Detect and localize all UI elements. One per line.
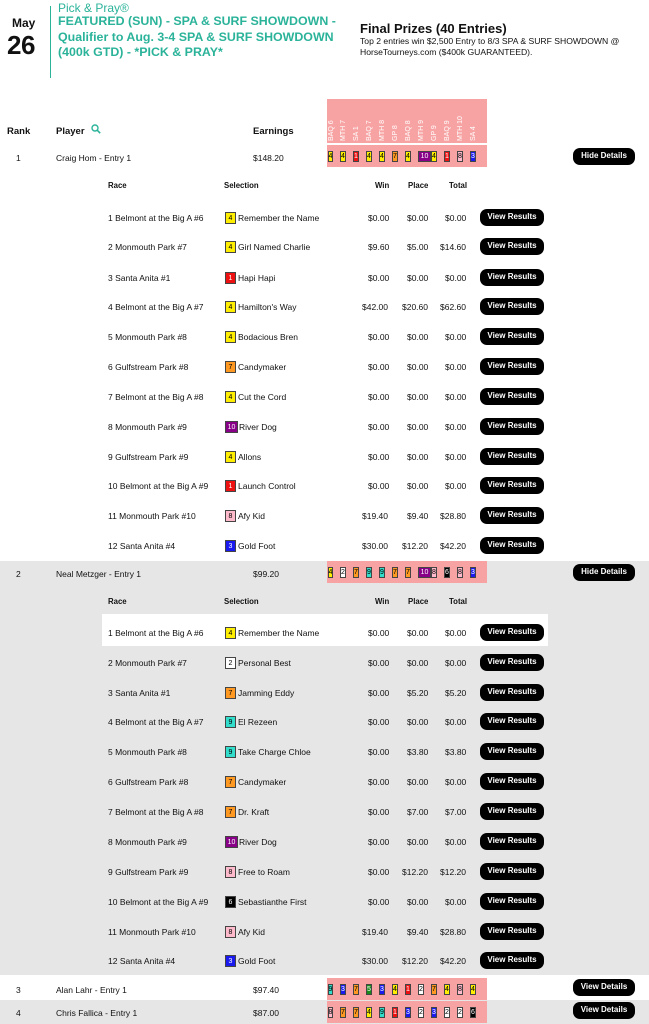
detail-place: $0.00: [407, 897, 429, 907]
rank-cell: 4: [16, 1008, 21, 1018]
detail-horse: Candymaker: [238, 362, 287, 372]
detail-total: $0.00: [445, 392, 467, 402]
detail-race: 8 Monmouth Park #9: [108, 422, 187, 432]
track-label-text: MTH 10: [457, 116, 464, 141]
detail-place: $5.00: [407, 242, 429, 252]
selection-badge: 8: [225, 510, 236, 522]
detail-total: $3.80: [445, 747, 467, 757]
detail-race: 11 Monmouth Park #10: [108, 927, 196, 937]
detail-horse: Hamilton's Way: [238, 302, 297, 312]
selection-badge: 7: [225, 361, 236, 373]
detail-race: 10 Belmont at the Big A #9: [108, 481, 209, 491]
track-label-text: GP 8: [392, 125, 399, 141]
detail-win: $19.40: [362, 511, 388, 521]
pick-badge: 4: [328, 569, 333, 576]
track-label: [379, 101, 387, 141]
view-results-button[interactable]: View Results: [480, 328, 544, 345]
view-results-button[interactable]: View Results: [480, 952, 544, 969]
pick-badge: 8: [458, 569, 462, 576]
track-column-header: [327, 99, 487, 143]
detail-place: $9.40: [407, 511, 429, 521]
selection-badge: 7: [225, 776, 236, 788]
detail-race: 9 Gulfstream Park #9: [108, 452, 189, 462]
detail-total: $7.00: [445, 807, 467, 817]
detail-total: $0.00: [445, 481, 467, 491]
detail-total: $0.00: [445, 422, 467, 432]
detail-race: 6 Gulfstream Park #8: [108, 362, 189, 372]
track-label: [405, 101, 413, 141]
selection-header: Selection: [224, 181, 259, 190]
pick-badge: 7: [432, 986, 436, 993]
detail-place: $12.20: [402, 956, 428, 966]
pick-badge: 4: [380, 153, 384, 160]
place-header: Place: [408, 181, 429, 190]
track-label: [457, 101, 465, 141]
details-toggle-button[interactable]: Hide Details: [573, 564, 635, 581]
detail-total: $42.20: [440, 956, 466, 966]
pick-badge: 2: [445, 1009, 449, 1016]
detail-horse: Remember the Name: [238, 213, 320, 223]
view-results-button[interactable]: View Results: [480, 507, 544, 524]
detail-win: $9.60: [368, 242, 390, 252]
pick-badge: 1: [354, 153, 358, 160]
pick-badge: 8: [432, 569, 436, 576]
view-results-button[interactable]: View Results: [480, 537, 544, 554]
pick-badge: 7: [393, 569, 397, 576]
detail-race: 4 Belmont at the Big A #7: [108, 717, 204, 727]
detail-win: $0.00: [368, 332, 390, 342]
detail-horse: Allons: [238, 452, 262, 462]
detail-race: 9 Gulfstream Park #9: [108, 867, 189, 877]
view-results-button[interactable]: View Results: [480, 477, 544, 494]
detail-win: $0.00: [368, 452, 390, 462]
search-icon[interactable]: [91, 124, 101, 134]
player-name: Chris Fallica - Entry 1: [56, 1008, 138, 1018]
pick-badge: 7: [406, 569, 410, 576]
detail-horse: Afy Kid: [238, 511, 265, 521]
detail-race: 5 Monmouth Park #8: [108, 747, 187, 757]
view-results-button[interactable]: View Results: [480, 358, 544, 375]
detail-win: $19.40: [362, 927, 388, 937]
detail-win: $30.00: [362, 956, 388, 966]
detail-win: $0.00: [368, 422, 390, 432]
detail-win: $0.00: [368, 867, 390, 877]
detail-total: $0.00: [445, 837, 467, 847]
pick-badge: 3: [471, 569, 475, 576]
detail-horse: Jamming Eddy: [238, 688, 295, 698]
prizes-description: Top 2 entries win $2,500 Entry to 8/3 SPA & SURF SHOWDOWN @ HorseTourneys.com ($400k GUARANTEED).: [360, 36, 620, 57]
view-results-button[interactable]: View Results: [480, 863, 544, 880]
track-label-text: BAQ 9: [444, 120, 451, 141]
selection-badge: 4: [225, 451, 236, 463]
detail-horse: Launch Control: [238, 481, 296, 491]
rank-cell: 1: [16, 153, 21, 163]
detail-win: $0.00: [368, 837, 390, 847]
pick-badge: 9: [380, 1009, 384, 1016]
date-month: May: [12, 16, 36, 30]
pick-badge: 7: [393, 153, 397, 160]
detail-race: 4 Belmont at the Big A #7: [108, 302, 204, 312]
detail-win: $0.00: [368, 747, 390, 757]
selection-badge: 4: [225, 391, 236, 403]
detail-horse: El Rezeen: [238, 717, 278, 727]
pick-badge: 8: [458, 153, 462, 160]
detail-place: $20.60: [402, 302, 428, 312]
detail-race: 2 Monmouth Park #7: [108, 242, 187, 252]
player-name: Craig Hom - Entry 1: [56, 153, 132, 163]
view-results-button[interactable]: View Results: [480, 269, 544, 286]
detail-place: $0.00: [407, 422, 429, 432]
pick-badge: 3: [341, 986, 345, 993]
detail-race: 3 Santa Anita #1: [108, 273, 171, 283]
pick-badge: 3: [406, 1009, 410, 1016]
view-results-button[interactable]: View Results: [480, 624, 544, 641]
detail-place: $7.00: [407, 807, 429, 817]
pick-badge: 4: [367, 153, 371, 160]
selection-badge: 4: [225, 301, 236, 313]
detail-horse: Take Charge Chloe: [238, 747, 311, 757]
detail-place: $0.00: [407, 452, 429, 462]
detail-race: 6 Gulfstream Park #8: [108, 777, 189, 787]
detail-place: $0.00: [407, 658, 429, 668]
detail-win: $0.00: [368, 628, 390, 638]
pick-badge: 1: [406, 986, 410, 993]
detail-horse: Candymaker: [238, 777, 287, 787]
pick-badge: 3: [380, 986, 384, 993]
detail-total: $0.00: [445, 717, 467, 727]
player-header: Player: [56, 126, 85, 137]
pick-badge: 4: [432, 153, 436, 160]
detail-win: $0.00: [368, 777, 390, 787]
detail-place: $0.00: [407, 628, 429, 638]
detail-total: $0.00: [445, 273, 467, 283]
detail-horse: Hapi Hapi: [238, 273, 276, 283]
pick-badge: 4: [367, 1009, 371, 1016]
earnings-cell: $87.00: [253, 1008, 279, 1018]
detail-win: $0.00: [368, 658, 390, 668]
total-header: Total: [449, 597, 468, 606]
track-label-text: MTH 9: [418, 120, 425, 141]
pick-badge: 10: [418, 151, 431, 162]
detail-win: $30.00: [362, 541, 388, 551]
header-divider: [50, 6, 51, 78]
track-label: [366, 101, 374, 141]
selection-badge: 2: [225, 657, 236, 669]
detail-place: $12.20: [402, 867, 428, 877]
pick-badge: 4: [406, 153, 410, 160]
track-label-text: BAQ 7: [366, 120, 373, 141]
detail-win: $42.00: [362, 302, 388, 312]
detail-win: $0.00: [368, 392, 390, 402]
detail-race: 3 Santa Anita #1: [108, 688, 171, 698]
view-results-button[interactable]: View Results: [480, 743, 544, 760]
track-label-text: SA 1: [353, 126, 360, 141]
pick-badge: 1: [445, 153, 449, 160]
view-results-button[interactable]: View Results: [480, 713, 544, 730]
detail-place: $12.20: [402, 541, 428, 551]
detail-win: $0.00: [368, 273, 390, 283]
race-header: Race: [108, 181, 127, 190]
pick-badge: 9: [380, 569, 384, 576]
track-label: [444, 101, 452, 141]
track-label-text: BAQ 6: [327, 120, 335, 141]
detail-total: $0.00: [445, 213, 467, 223]
track-label: [392, 101, 400, 141]
track-label-text: MTH 8: [379, 120, 386, 141]
detail-horse: Remember the Name: [238, 628, 320, 638]
detail-total: $42.20: [440, 541, 466, 551]
detail-win: $0.00: [368, 213, 390, 223]
detail-race: 1 Belmont at the Big A #6: [108, 213, 204, 223]
view-results-button[interactable]: View Results: [480, 388, 544, 405]
detail-place: $0.00: [407, 392, 429, 402]
pick-badge: 10: [418, 567, 431, 578]
selection-badge: 10: [225, 421, 238, 433]
pick-badge: 3: [471, 153, 475, 160]
track-label: [328, 101, 336, 141]
selection-badge: 8: [225, 926, 236, 938]
pick-badge: 4: [471, 986, 475, 993]
pick-badge: 4: [445, 986, 449, 993]
selection-badge: 10: [225, 836, 238, 848]
detail-race: 12 Santa Anita #4: [108, 541, 176, 551]
detail-horse: Bodacious Bren: [238, 332, 299, 342]
selection-badge: 7: [225, 806, 236, 818]
view-results-button[interactable]: View Results: [480, 893, 544, 910]
pick-badge: 3: [432, 1009, 436, 1016]
pick-badge: 2: [419, 986, 423, 993]
detail-horse: Free to Roam: [238, 867, 290, 877]
detail-race: 12 Santa Anita #4: [108, 956, 176, 966]
pick-badge: 8: [328, 1009, 333, 1016]
pick-badge: 6: [445, 569, 449, 576]
total-header: Total: [449, 181, 468, 190]
selection-badge: 4: [225, 627, 236, 639]
detail-total: $28.80: [440, 927, 466, 937]
track-label: [418, 101, 426, 141]
view-results-button[interactable]: View Results: [480, 923, 544, 940]
details-toggle-button[interactable]: Hide Details: [573, 148, 635, 165]
detail-total: $0.00: [445, 897, 467, 907]
track-label: [431, 101, 439, 141]
pick-badge: 5: [367, 986, 371, 993]
earnings-cell: $99.20: [253, 569, 279, 579]
detail-win: $0.00: [368, 717, 390, 727]
detail-horse: Sebastianthe First: [238, 897, 307, 907]
detail-total: $0.00: [445, 362, 467, 372]
selection-badge: 4: [225, 212, 236, 224]
race-header: Race: [108, 597, 127, 606]
pick-badge: 8: [458, 986, 462, 993]
view-results-button[interactable]: View Results: [480, 448, 544, 465]
detail-horse: Gold Foot: [238, 956, 276, 966]
pick-badge: 2: [341, 569, 345, 576]
detail-total: $0.00: [445, 777, 467, 787]
detail-horse: River Dog: [239, 422, 277, 432]
place-header: Place: [408, 597, 429, 606]
view-results-button[interactable]: View Results: [480, 684, 544, 701]
detail-horse: Gold Foot: [238, 541, 276, 551]
detail-total: $0.00: [445, 452, 467, 462]
earnings-header: Earnings: [253, 126, 294, 137]
detail-race: 8 Monmouth Park #9: [108, 837, 187, 847]
detail-total: $0.00: [445, 628, 467, 638]
detail-race: 1 Belmont at the Big A #6: [108, 628, 204, 638]
detail-horse: River Dog: [239, 837, 277, 847]
earnings-cell: $97.40: [253, 985, 279, 995]
view-results-button[interactable]: View Results: [480, 209, 544, 226]
selection-badge: 3: [225, 540, 236, 552]
detail-place: $0.00: [407, 213, 429, 223]
selection-badge: 1: [225, 480, 236, 492]
detail-horse: Girl Named Charlie: [238, 242, 311, 252]
detail-total: $14.60: [440, 242, 466, 252]
player-name: Alan Lahr - Entry 1: [56, 985, 127, 995]
detail-place: $0.00: [407, 362, 429, 372]
detail-place: $0.00: [407, 717, 429, 727]
earnings-cell: $148.20: [253, 153, 284, 163]
track-label-text: BAQ 8: [405, 120, 412, 141]
details-toggle-button[interactable]: View Details: [573, 979, 635, 996]
track-label: [470, 101, 478, 141]
pick-badge: 9: [328, 986, 333, 993]
pick-badge: 4: [328, 153, 333, 160]
detail-place: $5.20: [407, 688, 429, 698]
track-label: [353, 101, 361, 141]
detail-place: $0.00: [407, 273, 429, 283]
view-results-button[interactable]: View Results: [480, 803, 544, 820]
selection-header: Selection: [224, 597, 259, 606]
pick-badge: 4: [393, 986, 397, 993]
detail-place: $3.80: [407, 747, 429, 757]
pick-badge: 2: [419, 1009, 423, 1016]
track-label: [340, 101, 348, 141]
date-day: 26: [7, 30, 35, 60]
detail-total: $12.20: [440, 867, 466, 877]
detail-race: 10 Belmont at the Big A #9: [108, 897, 209, 907]
win-header: Win: [375, 597, 390, 606]
view-results-button[interactable]: View Results: [480, 833, 544, 850]
pick-badge: 2: [458, 1009, 462, 1016]
detail-total: $28.80: [440, 511, 466, 521]
detail-win: $0.00: [368, 688, 390, 698]
detail-total: $5.20: [445, 688, 467, 698]
detail-place: $0.00: [407, 332, 429, 342]
selection-badge: 6: [225, 896, 236, 908]
detail-win: $0.00: [368, 362, 390, 372]
detail-race: 2 Monmouth Park #7: [108, 658, 187, 668]
detail-race: 7 Belmont at the Big A #8: [108, 807, 204, 817]
win-header: Win: [375, 181, 390, 190]
selection-badge: 1: [225, 272, 236, 284]
player-name: Neal Metzger - Entry 1: [56, 569, 142, 579]
track-label-text: SA 4: [470, 126, 477, 141]
detail-total: $0.00: [445, 658, 467, 668]
pick-badge: 7: [354, 986, 358, 993]
selection-badge: 4: [225, 331, 236, 343]
pick-badge: 4: [341, 153, 345, 160]
detail-total: $62.60: [440, 302, 466, 312]
view-results-button[interactable]: View Results: [480, 238, 544, 255]
detail-horse: Dr. Kraft: [238, 807, 270, 817]
track-label-text: MTH 7: [340, 120, 347, 141]
selection-badge: 8: [225, 866, 236, 878]
view-results-button[interactable]: View Results: [480, 773, 544, 790]
rank-header: Rank: [7, 126, 31, 137]
prizes-title: Final Prizes (40 Entries): [360, 21, 507, 36]
detail-win: $0.00: [368, 807, 390, 817]
detail-place: $9.40: [407, 927, 429, 937]
detail-win: $0.00: [368, 897, 390, 907]
detail-win: $0.00: [368, 481, 390, 491]
pick-badge: 7: [354, 1009, 358, 1016]
pick-badge: 6: [471, 1009, 475, 1016]
view-results-button[interactable]: View Results: [480, 418, 544, 435]
detail-race: 11 Monmouth Park #10: [108, 511, 196, 521]
selection-badge: 9: [225, 746, 236, 758]
pick-badge: 7: [341, 1009, 345, 1016]
detail-total: $0.00: [445, 332, 467, 342]
selection-badge: 7: [225, 687, 236, 699]
selection-badge: 9: [225, 716, 236, 728]
detail-place: $0.00: [407, 777, 429, 787]
pick-badge: 7: [354, 569, 358, 576]
pick-badge: 1: [393, 1009, 397, 1016]
view-results-button[interactable]: View Results: [480, 298, 544, 315]
detail-place: $0.00: [407, 837, 429, 847]
track-label-text: GP 9: [431, 125, 438, 141]
tournament-title: FEATURED (SUN) - SPA & SURF SHOWDOWN - Qualifier to Aug. 3-4 SPA & SURF SHOWDOWN (400k GTD) - *PICK & PRAY*: [58, 14, 336, 60]
details-toggle-button[interactable]: View Details: [573, 1002, 635, 1019]
pick-badge: 9: [367, 569, 371, 576]
game-type-label: Pick & Pray®: [58, 1, 129, 15]
detail-race: 5 Monmouth Park #8: [108, 332, 187, 342]
rank-cell: 3: [16, 985, 21, 995]
detail-horse: Afy Kid: [238, 927, 265, 937]
selection-badge: 4: [225, 241, 236, 253]
detail-horse: Personal Best: [238, 658, 291, 668]
selection-badge: 3: [225, 955, 236, 967]
rank-cell: 2: [16, 569, 21, 579]
tournament-header: [0, 0, 649, 90]
detail-race: 7 Belmont at the Big A #8: [108, 392, 204, 402]
detail-horse: Cut the Cord: [238, 392, 287, 402]
view-results-button[interactable]: View Results: [480, 654, 544, 671]
detail-place: $0.00: [407, 481, 429, 491]
